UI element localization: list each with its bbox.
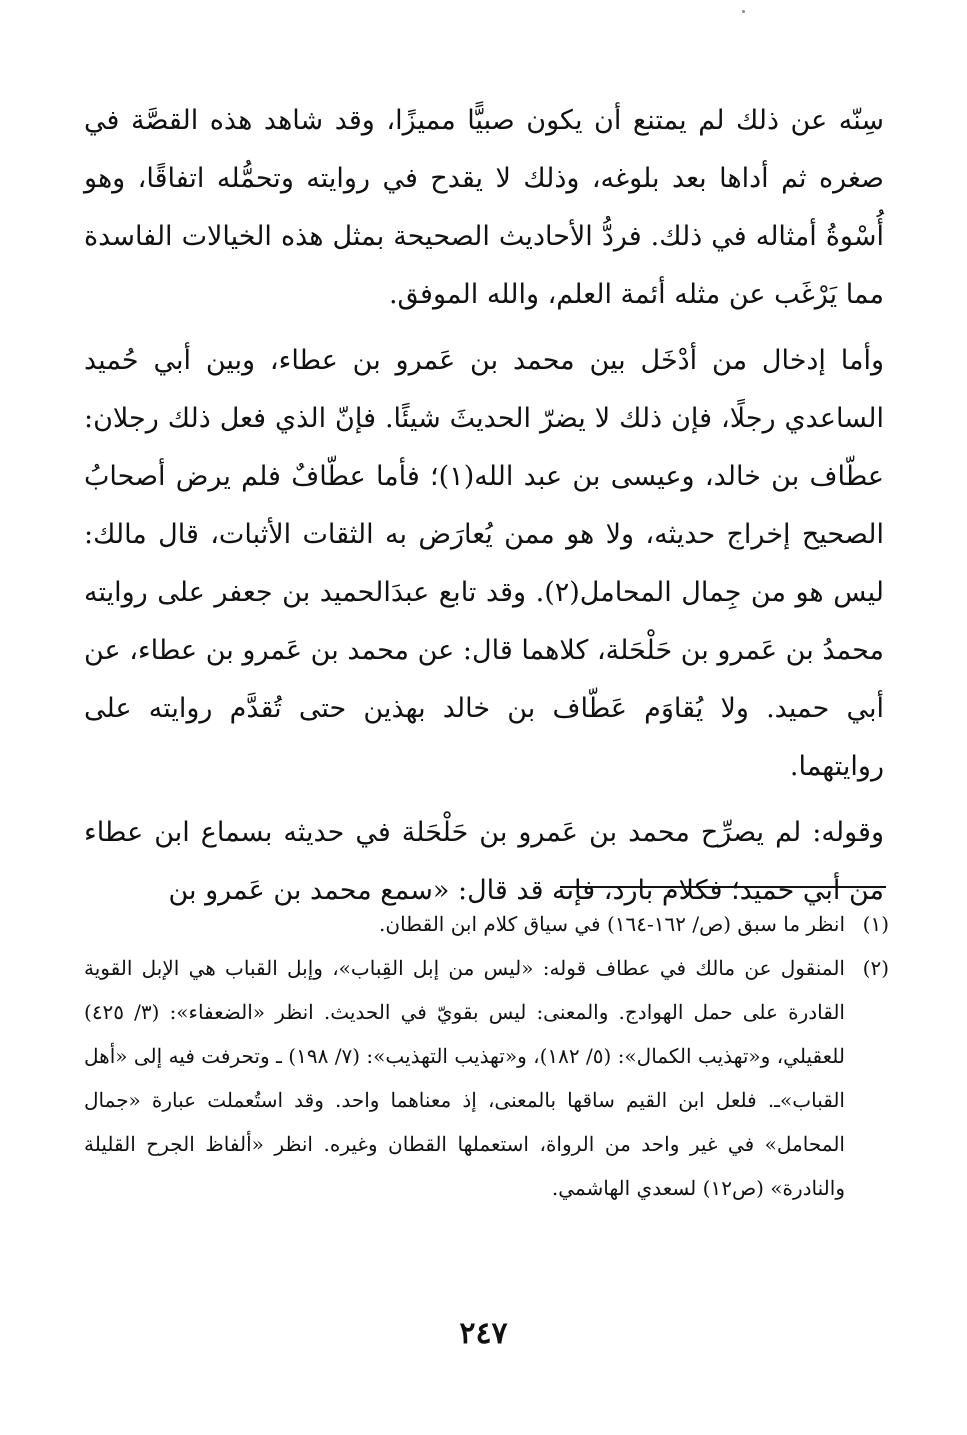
scan-speck xyxy=(742,10,745,13)
footnote-separator xyxy=(560,886,886,888)
paragraph-1: سِنّه عن ذلك لم يمتنع أن يكون صبيًّا مميزًا، وقد شاهد هذه القصَّة في صغره ثم أداها بعد بلوغه، وذلك لا يقدح في روايته وتحمُّله اتفاقًا، وهو أُسْوةُ أمثاله في ذلك. فردُّ الأحاديث الصحيحة بمثل هذه الخيالات الفاسدة مما يَرْغَب عن مثله أئمة العلم، والله الموفق. xyxy=(84,105,884,310)
footnote-1 xyxy=(84,902,889,946)
paragraph-3: وقوله: لم يصرِّح محمد بن عَمرو بن حَلْحَلة في حديثه بسماع ابن عطاء من أبي حميد؛ فكلام بارد، فإنه قد قال: «سمع محمد بن عَمرو بن xyxy=(84,817,884,906)
footnote-number: (٢) xyxy=(862,956,889,980)
footnote-number: (١) xyxy=(862,912,889,936)
footnote-text: انظر ما سبق (ص/ ١٦٢-١٦٤) في سياق كلام ابن القطان. xyxy=(379,912,845,936)
footnote-text: المنقول عن مالك في عطاف قوله: «ليس من إبل القِباب»، وإبل القباب هي الإبل القوية القادرة على حمل الهوادج. والمعنى: ليس بقويّ في الحديث. انظر «الضعفاء»: (٣/ ٤٢٥) للعقيلي، و«تهذيب الكمال»: (٥/ ١٨٢)، و«تهذيب التهذيب»: (٧/ ١٩٨) ـ وتحرفت فيه إلى «أهل القباب»ـ. فلعل ابن القيم ساقها بالمعنى، إذ معناهما واحد. وقد استُعملت عبارة «جمال المحامل» في غير واحد من الرواة، استعملها القطان وغيره. انظر «ألفاظ الجرح القليلة والنادرة» (ص١٢) لسعدي الهاشمي. xyxy=(84,956,845,1200)
footnotes xyxy=(84,902,889,1210)
page-number: ٢٤٧ xyxy=(459,1316,508,1351)
paragraph-2: وأما إدخال من أدْخَل بين محمد بن عَمرو بن عطاء، وبين أبي حُميد الساعدي رجلًا، فإن ذلك لا يضرّ الحديثَ شيئًا. فإنّ الذي فعل ذلك رجلان: عطّاف بن خالد، وعيسى بن عبد الله(١)؛ فأما عطّافٌ فلم يرض أصحابُ الصحيح إخراج حديثه، ولا هو ممن يُعارَض به الثقات الأثبات، قال مالك: ليس هو من جِمال المحامل(٢). وقد تابع عبدَالحميد بن جعفر على روايته محمدُ بن عَمرو بن حَلْحَلة، كلاهما قال: عن محمد بن عَمرو بن عطاء، عن أبي حميد. ولا يُقاوَم عَطّاف بن خالد بهذين حتى تُقدَّم روايته على روايتهما. xyxy=(84,345,884,782)
footnote-2 xyxy=(84,946,889,1210)
main-text xyxy=(84,92,884,920)
